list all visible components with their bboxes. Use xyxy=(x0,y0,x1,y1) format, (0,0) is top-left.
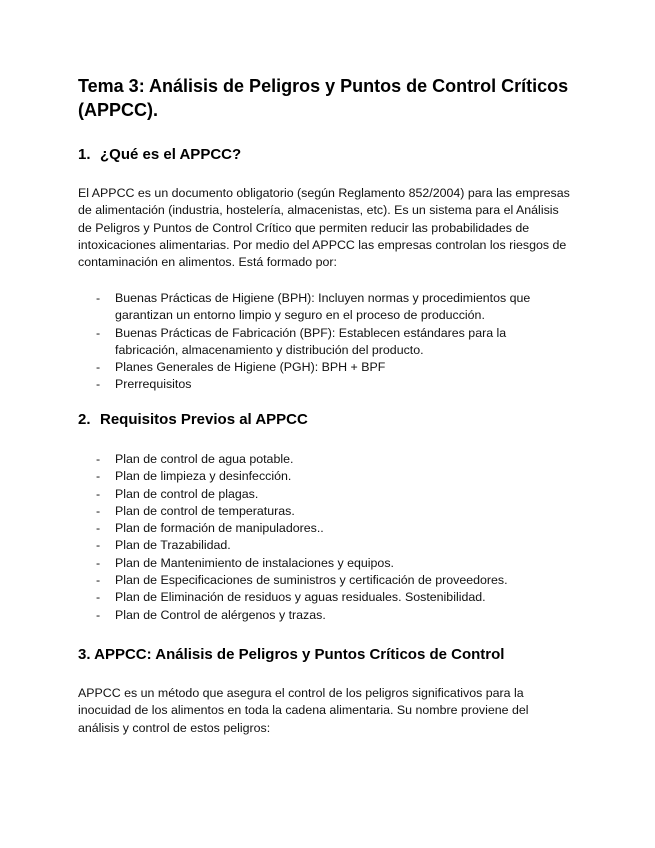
list-item-text: Plan de Trazabilidad. xyxy=(115,538,231,553)
section-1-heading-text: ¿Qué es el APPCC? xyxy=(100,146,242,163)
section-3-paragraph: APPCC es un método que asegura el control de los peligros significativos para la inocuidad de los alimentos en toda la cadena alimentaria. Su nombre proviene del análisis y control de estos peligros: xyxy=(78,686,529,735)
list-item-text: Plan de Especificaciones de suministros y certificación de proveedores. xyxy=(115,573,508,588)
bullet-dash: - xyxy=(96,377,101,392)
list-item xyxy=(78,572,570,589)
list-item xyxy=(78,607,570,624)
section-3-heading: 3. APPCC: Análisis de Peligros y Puntos Críticos de Control xyxy=(78,646,505,663)
bullet-dash: - xyxy=(96,452,101,466)
list-item xyxy=(78,486,570,503)
bullet-dash: - xyxy=(96,360,101,375)
section-2-heading-text: Requisitos Previos al APPCC xyxy=(100,411,308,428)
bullet-dash: - xyxy=(96,325,101,340)
list-item xyxy=(78,451,570,468)
bullet-dash: - xyxy=(96,291,101,305)
bullet-dash: - xyxy=(96,486,101,501)
list-item xyxy=(78,503,570,520)
bullet-dash: - xyxy=(96,573,101,588)
list-item-text: Plan de Control de alérgenos y trazas. xyxy=(115,607,326,622)
list-item-text: Prerrequisitos xyxy=(115,377,192,392)
bullet-dash: - xyxy=(96,607,101,622)
list-item-text: Plan de control de agua potable. xyxy=(115,452,294,466)
list-item-text: Plan de limpieza y desinfección. xyxy=(115,469,292,484)
bullet-dash: - xyxy=(96,521,101,536)
list-item xyxy=(78,290,570,325)
list-item-text: Planes Generales de Higiene (PGH): BPH + BPF xyxy=(115,360,386,375)
list-item-text: Buenas Prácticas de Fabricación (BPF): Establecen estándares para la fabricación, almacenamiento y distribución del producto. xyxy=(115,325,507,357)
list-item-text: Plan de control de plagas. xyxy=(115,486,259,501)
bullet-dash: - xyxy=(96,538,101,553)
list-item-text: Plan de Eliminación de residuos y aguas residuales. Sostenibilidad. xyxy=(115,590,486,605)
section-2-list xyxy=(78,451,570,624)
section-2-heading xyxy=(78,410,578,430)
document-title: Tema 3: Análisis de Peligros y Puntos de Control Críticos (APPCC). xyxy=(78,76,569,120)
list-item-text: Plan de Mantenimiento de instalaciones y equipos. xyxy=(115,555,394,570)
list-item xyxy=(78,589,570,606)
list-item xyxy=(78,555,570,572)
list-item xyxy=(78,325,570,360)
list-item-text: Buenas Prácticas de Higiene (BPH): Incluyen normas y procedimientos que garantizan un entorno limpio y seguro en el proceso de producción. xyxy=(115,291,531,323)
list-item-text: Plan de formación de manipuladores.. xyxy=(115,521,324,536)
section-1-number: 1. xyxy=(78,146,91,163)
section-1-paragraph: El APPCC es un documento obligatorio (según Reglamento 852/2004) para las empresas de alimentación (industria, hostelería, almacenistas, etc). Es un sistema para el Análisis de Peligros y Puntos de Control Crítico que permiten reducir las probabilidades de intoxicaciones alimentarias. Por medio del APPCC las empresas controlan los riesgos de contaminación en alimentos. Está formado por: xyxy=(78,186,570,270)
list-item-text: Plan de control de temperaturas. xyxy=(115,503,295,518)
list-item xyxy=(78,376,570,393)
list-item xyxy=(78,359,570,376)
section-1-list xyxy=(78,290,570,394)
list-item xyxy=(78,537,570,554)
bullet-dash: - xyxy=(96,555,101,570)
bullet-dash: - xyxy=(96,590,101,605)
list-item xyxy=(78,520,570,537)
bullet-dash: - xyxy=(96,469,101,484)
list-item xyxy=(78,468,570,485)
bullet-dash: - xyxy=(96,503,101,518)
section-1-heading xyxy=(78,145,578,165)
section-2-number: 2. xyxy=(78,411,91,428)
